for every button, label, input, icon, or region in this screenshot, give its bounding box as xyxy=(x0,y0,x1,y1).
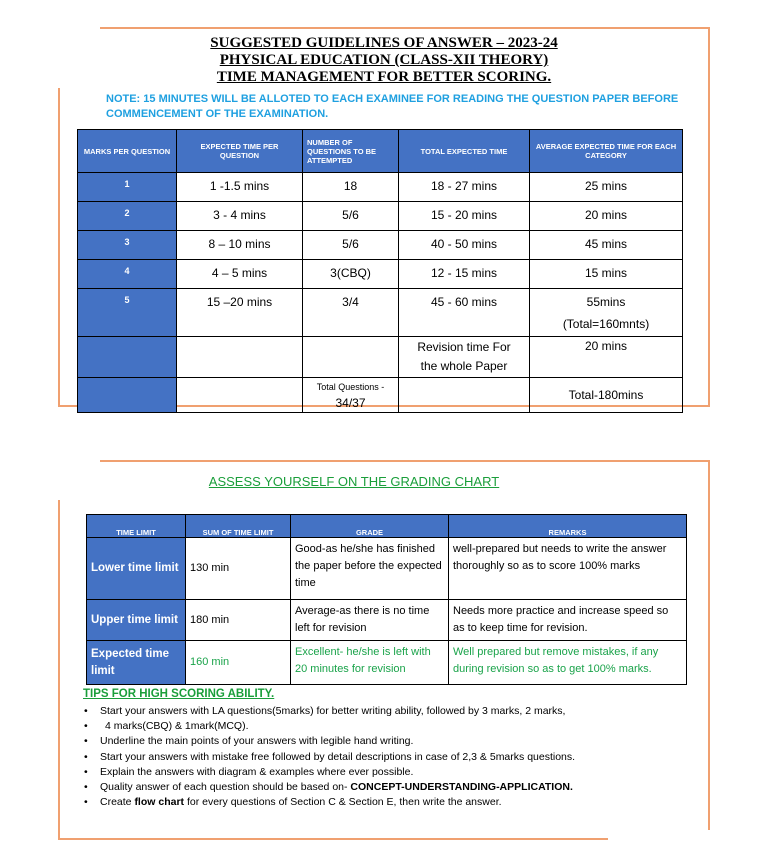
bullet-icon: • xyxy=(84,796,88,809)
question-count-cell: 18 xyxy=(303,173,399,202)
col-header: MARKS PER QUESTION xyxy=(78,130,177,173)
grading-row xyxy=(87,600,687,641)
bullet-icon: • xyxy=(84,735,88,748)
grading-header-row xyxy=(87,515,687,538)
table-row xyxy=(78,231,683,260)
total-questions-cell xyxy=(303,378,399,413)
bullet-icon: • xyxy=(84,705,88,717)
revision-row xyxy=(78,337,683,378)
tip-emphasis: flow chart xyxy=(134,796,185,809)
grading-chart-title: ASSESS YOURSELF ON THE GRADING CHART xyxy=(208,474,500,489)
grade-cell: Excellent- he/she is left with 20 minutes for revision xyxy=(291,641,449,685)
expected-time-cell: 8 – 10 mins xyxy=(177,231,303,260)
bullet-icon: • xyxy=(84,720,88,733)
total-time-cell: 12 - 15 mins xyxy=(399,260,530,289)
average-time-value: 55mins xyxy=(586,295,626,309)
col-header: NUMBER OF QUESTIONS TO BE ATTEMPTED xyxy=(303,130,399,173)
question-count-cell: 5/6 xyxy=(303,231,399,260)
table-row xyxy=(78,260,683,289)
expected-time-cell: 15 –20 mins xyxy=(177,289,303,337)
tip-text: Create xyxy=(100,796,135,809)
bullet-icon: • xyxy=(84,765,88,778)
col-header: TOTAL EXPECTED TIME xyxy=(399,130,530,173)
list-item xyxy=(84,765,734,780)
bullet-icon: • xyxy=(84,750,88,763)
col-header: EXPECTED TIME PER QUESTION xyxy=(177,130,303,173)
grading-col-header: REMARKS xyxy=(449,515,687,538)
average-time-cell: 15 mins xyxy=(530,260,683,289)
total-questions-value: 34/37 xyxy=(335,396,366,410)
frame2-top-line xyxy=(100,460,710,462)
grading-row xyxy=(87,641,687,685)
time-sum-cell: 180 min xyxy=(186,600,291,641)
revision-label-cell xyxy=(399,337,530,378)
time-limit-cell: Expected time limit xyxy=(87,641,186,685)
question-count-cell: 5/6 xyxy=(303,202,399,231)
expected-time-cell: 3 - 4 mins xyxy=(177,202,303,231)
grading-col-header: GRADE xyxy=(291,515,449,538)
table-row xyxy=(78,289,683,337)
empty-cell xyxy=(177,378,303,413)
frame-left-line xyxy=(58,88,60,406)
list-item xyxy=(84,704,734,719)
remarks-cell: Well prepared but remove mistakes, if any during revision so as to get 100% marks. xyxy=(449,641,687,685)
tip-text: Explain the answers with diagram & examples where ever possible. xyxy=(100,765,414,778)
time-sum-cell: 160 min xyxy=(186,641,291,685)
frame2-left-line xyxy=(58,500,60,840)
grading-table xyxy=(86,514,687,685)
tips-list xyxy=(84,704,734,810)
heading-line2: PHYSICAL EDUCATION (CLASS-XII THEORY) xyxy=(219,52,549,68)
marks-cell-empty xyxy=(78,378,177,413)
marks-cell: 3 xyxy=(78,231,177,260)
table-header-row xyxy=(78,130,683,173)
list-item xyxy=(84,719,734,734)
list-item xyxy=(84,795,734,810)
tip-text: Quality answer of each question should be based on- xyxy=(100,781,351,794)
tip-text: 4 marks(CBQ) & 1mark(MCQ). xyxy=(105,720,249,733)
average-time-cell xyxy=(530,289,683,337)
time-limit-cell: Lower time limit xyxy=(87,538,186,600)
reading-time-note: NOTE: 15 MINUTES WILL BE ALLOTED TO EACH EXAMINEE FOR READING THE QUESTION PAPER BEFORE COMMENCEMENT OF THE EXAMINATION. xyxy=(106,93,679,120)
remarks-cell: well-prepared but needs to write the answer thoroughly so as to score 100% marks xyxy=(449,538,687,600)
time-management-table xyxy=(77,129,683,413)
marks-cell-empty xyxy=(78,337,177,378)
bullet-icon: • xyxy=(84,781,88,794)
tip-text: Start your answers with mistake free followed by detail descriptions in case of 2,3 & 5marks questions. xyxy=(100,750,576,763)
total-time-cell: 40 - 50 mins xyxy=(399,231,530,260)
total-time-cell: 18 - 27 mins xyxy=(399,173,530,202)
heading-line1: SUGGESTED GUIDELINES OF ANSWER – 2023-24 xyxy=(210,35,558,51)
question-count-cell: 3(CBQ) xyxy=(303,260,399,289)
frame2-bottom-line xyxy=(58,838,608,840)
grading-row xyxy=(87,538,687,600)
category-total-note: (Total=160mnts) xyxy=(562,317,650,331)
frame-top-line xyxy=(100,27,710,29)
average-time-cell: 45 mins xyxy=(530,231,683,260)
tip-emphasis: CONCEPT-UNDERSTANDING-APPLICATION. xyxy=(350,781,573,794)
list-item xyxy=(84,750,734,765)
revision-label-line1: Revision time For xyxy=(417,340,511,354)
tip-text: for every questions of Section C & Section E, then write the answer. xyxy=(184,796,502,809)
remarks-cell: Needs more practice and increase speed so as to keep time for revision. xyxy=(449,600,687,641)
table-row xyxy=(78,202,683,231)
empty-cell xyxy=(303,337,399,378)
col-header: AVERAGE EXPECTED TIME FOR EACH CATEGORY xyxy=(530,130,683,173)
tip-text: Underline the main points of your answers with legible hand writing. xyxy=(100,735,414,748)
expected-time-cell: 1 -1.5 mins xyxy=(177,173,303,202)
question-count-cell: 3/4 xyxy=(303,289,399,337)
heading-line3: TIME MANAGEMENT FOR BETTER SCORING. xyxy=(216,69,552,85)
list-item xyxy=(84,780,734,795)
empty-cell xyxy=(177,337,303,378)
grading-col-header: TIME LIMIT xyxy=(87,515,186,538)
total-row xyxy=(78,378,683,413)
expected-time-cell: 4 – 5 mins xyxy=(177,260,303,289)
total-time-cell: Total-180mins xyxy=(530,378,683,413)
tips-title: TIPS FOR HIGH SCORING ABILITY. xyxy=(83,688,275,700)
list-item xyxy=(84,734,734,749)
grade-cell: Good-as he/she has finished the paper before the expected time xyxy=(291,538,449,600)
time-sum-cell: 130 min xyxy=(186,538,291,600)
empty-cell xyxy=(399,378,530,413)
total-time-cell: 15 - 20 mins xyxy=(399,202,530,231)
revision-label-line2: the whole Paper xyxy=(420,359,508,373)
total-questions-label: Total Questions - xyxy=(316,382,385,392)
grade-cell: Average-as there is no time left for revision xyxy=(291,600,449,641)
table-row xyxy=(78,173,683,202)
average-time-cell: 20 mins xyxy=(530,202,683,231)
time-limit-cell: Upper time limit xyxy=(87,600,186,641)
total-time-cell: 45 - 60 mins xyxy=(399,289,530,337)
marks-cell: 5 xyxy=(78,289,177,337)
revision-time-cell: 20 mins xyxy=(530,337,683,378)
marks-cell: 4 xyxy=(78,260,177,289)
tip-text: Start your answers with LA questions(5marks) for better writing ability, followed by 3 marks, 2 marks, xyxy=(100,705,566,717)
marks-cell: 1 xyxy=(78,173,177,202)
marks-cell: 2 xyxy=(78,202,177,231)
average-time-cell: 25 mins xyxy=(530,173,683,202)
grading-col-header: SUM OF TIME LIMIT xyxy=(186,515,291,538)
